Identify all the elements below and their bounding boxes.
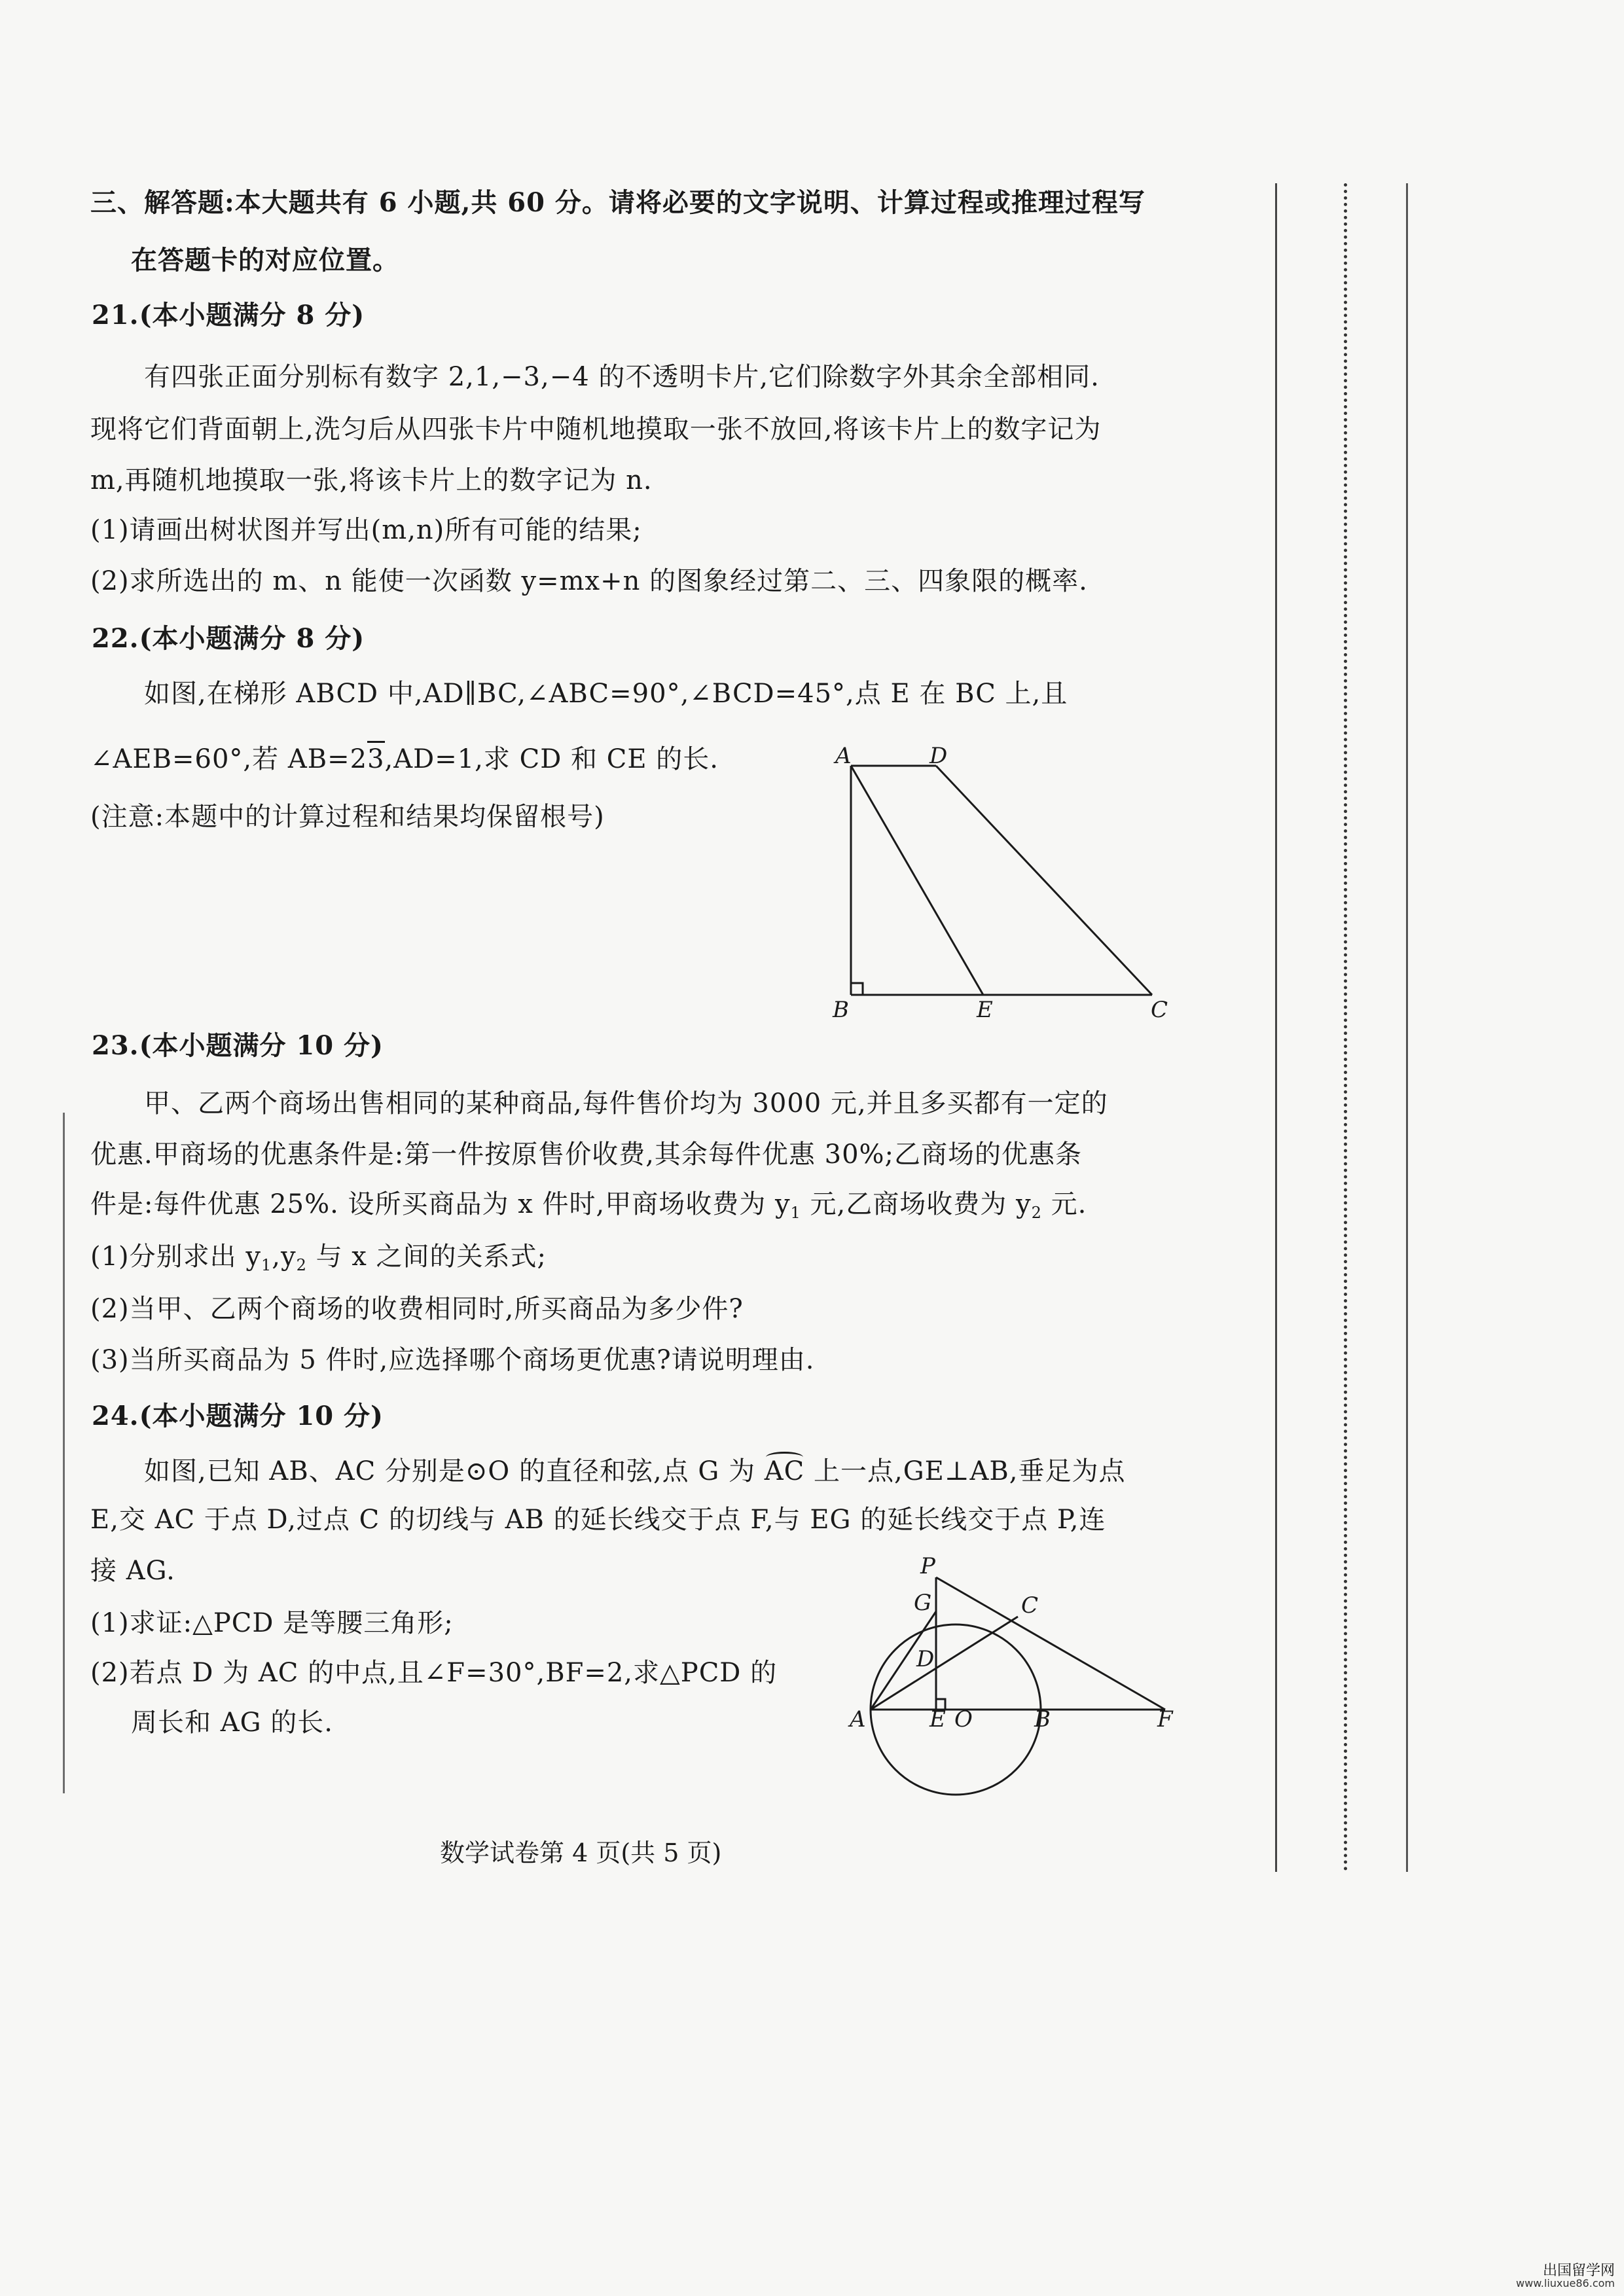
label-f: F bbox=[1157, 1706, 1173, 1732]
q23-text: 甲、乙两个商场出售相同的某种商品,每件售价均为 3000 元,并且多买都有一定的 bbox=[144, 1088, 1108, 1119]
q24-text: 接 AG. bbox=[90, 1556, 175, 1586]
segment-ae bbox=[851, 766, 983, 995]
label-g: G bbox=[914, 1590, 932, 1616]
q23-sub3: (3)当所买商品为 5 件时,应选择哪个商场更优惠?请说明理由. bbox=[90, 1345, 815, 1375]
label-d: D bbox=[916, 1646, 935, 1672]
label-a: A bbox=[835, 746, 852, 769]
line-ac bbox=[871, 1617, 1018, 1710]
q23-sub1: (1)分别求出 $y_1,y_2$ 与 x 之间的关系式; bbox=[90, 1242, 547, 1274]
label-b: B bbox=[833, 997, 849, 1021]
q23-text: 优惠.甲商场的优惠条件是:第一件按原售价收费,其余每件优惠 30%;乙商场的优惠条 bbox=[90, 1139, 1083, 1170]
q22-text: ∠AEB=60°,若 AB=23,AD=1,求 CD 和 CE 的长. bbox=[90, 746, 719, 772]
label-c: C bbox=[1151, 997, 1168, 1021]
margin-rule bbox=[1275, 183, 1277, 1872]
margin-rule bbox=[1406, 183, 1408, 1872]
q22-text: 如图,在梯形 ABCD 中,AD∥BC,∠ABC=90°,∠BCD=45°,点 E 在 BC 上,且 bbox=[144, 679, 1068, 709]
label-e: E bbox=[929, 1706, 946, 1732]
trapezoid-figure bbox=[831, 746, 1185, 1021]
section-heading: 三、解答题:本大题共有 6 小题,共 60 分。请将必要的文字说明、计算过程或推理过程写 bbox=[90, 187, 1146, 218]
q22-title: 22.(本小题满分 8 分) bbox=[92, 623, 365, 654]
right-angle-mark bbox=[851, 983, 863, 995]
q22-note: (注意:本题中的计算过程和结果均保留根号) bbox=[90, 802, 605, 832]
q21-sub1: (1)请画出树状图并写出(m,n)所有可能的结果; bbox=[90, 515, 642, 545]
circle-figure bbox=[844, 1551, 1198, 1813]
page-edge bbox=[63, 1113, 65, 1793]
label-c: C bbox=[1021, 1592, 1039, 1619]
site-watermark bbox=[1516, 2263, 1615, 2289]
label-b: B bbox=[1034, 1706, 1051, 1732]
label-e: E bbox=[977, 997, 993, 1021]
q21-text: 现将它们背面朝上,洗匀后从四张卡片中随机地摸取一张不放回,将该卡片上的数字记为 bbox=[90, 414, 1102, 444]
label-a: A bbox=[850, 1706, 866, 1732]
watermark-name: 出国留学网 bbox=[1542, 2263, 1615, 2280]
label-p: P bbox=[920, 1553, 935, 1579]
q24-text: E,交 AC 于点 D,过点 C 的切线与 AB 的延长线交于点 F,与 EG 的延长线交于点 P,连 bbox=[90, 1505, 1106, 1535]
q23-title: 23.(本小题满分 10 分) bbox=[92, 1030, 384, 1061]
q21-text: m,再随机地摸取一张,将该卡片上的数字记为 n. bbox=[90, 465, 653, 495]
page-footer: 数学试卷第 4 页(共 5 页) bbox=[440, 1839, 722, 1867]
q23-sub2: (2)当甲、乙两个商场的收费相同时,所买商品为多少件? bbox=[90, 1294, 744, 1324]
q24-text: 如图,已知 AB、AC 分别是⊙O 的直径和弦,点 G 为 AC 上一点,GE⊥AB,垂足为点 bbox=[144, 1456, 1126, 1486]
line-pf bbox=[936, 1577, 1165, 1710]
watermark-url: www.liuxue86.com bbox=[1516, 2277, 1615, 2290]
q21-sub2: (2)求所选出的 m、n 能使一次函数 y=mx+n 的图象经过第二、三、四象限的概率. bbox=[90, 566, 1088, 596]
q21-title: 21.(本小题满分 8 分) bbox=[92, 300, 365, 331]
side-dc bbox=[936, 766, 1152, 995]
label-d: D bbox=[929, 746, 948, 769]
q24-sub1: (1)求证:△PCD 是等腰三角形; bbox=[90, 1608, 454, 1638]
q23-text: 件是:每件优惠 25%. 设所买商品为 x 件时,甲商场收费为 $y_1$ 元,乙商场收费为 $y_2$ 元. bbox=[90, 1189, 1087, 1222]
section-heading-cont: 在答题卡的对应位置。 bbox=[131, 245, 399, 276]
q24-sub2: (2)若点 D 为 AC 的中点,且∠F=30°,BF=2,求△PCD 的 bbox=[90, 1658, 778, 1688]
q21-text: 有四张正面分别标有数字 2,1,−3,−4 的不透明卡片,它们除数字外其余全部相同. bbox=[144, 362, 1100, 392]
q24-sub2-cont: 周长和 AG 的长. bbox=[131, 1708, 333, 1738]
q24-title: 24.(本小题满分 10 分) bbox=[92, 1401, 384, 1431]
arc-ac: AC bbox=[764, 1456, 805, 1486]
label-o: O bbox=[954, 1706, 973, 1732]
tear-line bbox=[1344, 183, 1347, 1872]
